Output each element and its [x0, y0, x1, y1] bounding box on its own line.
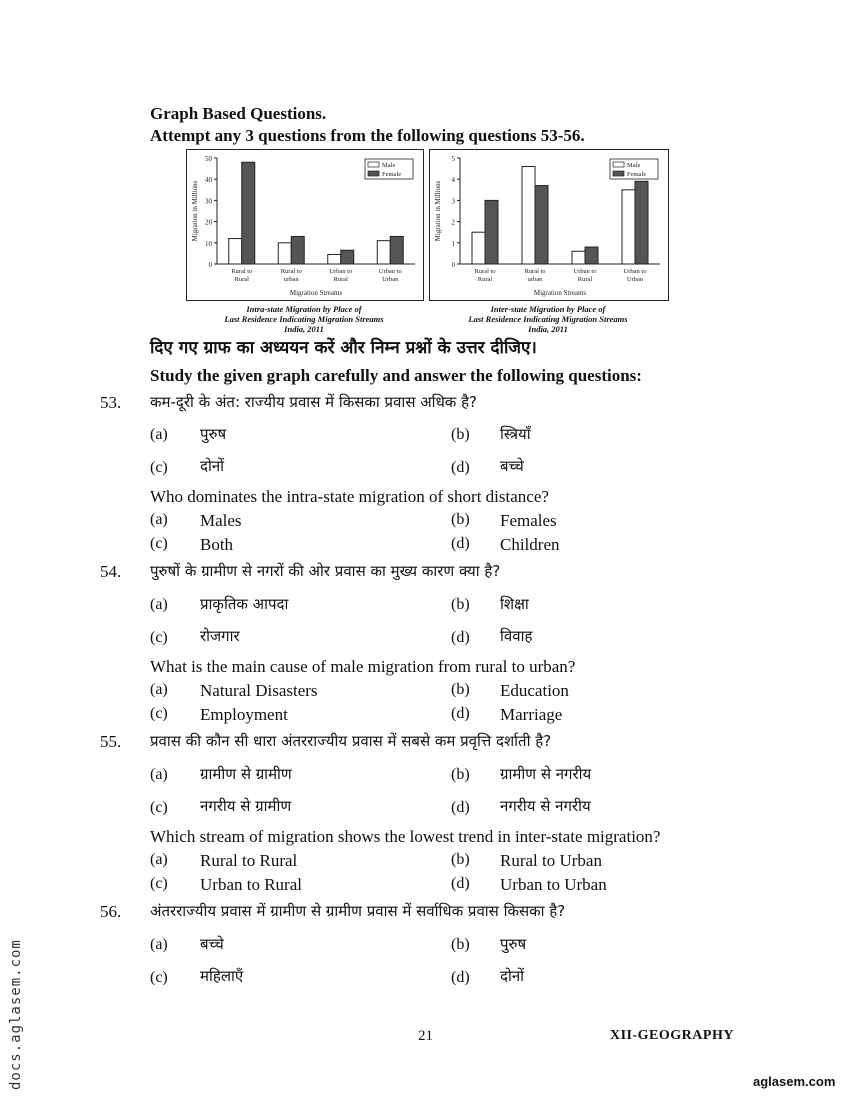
- q54-en-option-c-label: (c): [150, 705, 168, 722]
- q56-hi-option-b: पुरुष: [500, 935, 527, 953]
- question-54-hindi: पुरुषों के ग्रामीण से नगरों की ओर प्रवास का मुख्य कारण क्या है?: [150, 562, 501, 580]
- section-title: Graph Based Questions.: [150, 104, 327, 123]
- q54-hi-option-c-label: (c): [150, 629, 168, 646]
- bar-female: [635, 181, 648, 264]
- x-tick-label: Rural to: [474, 268, 496, 275]
- q54-hi-option-d-label: (d): [451, 629, 470, 646]
- bar-male: [278, 243, 291, 264]
- q54-en-option-d-label: (d): [451, 705, 470, 722]
- q55-en-option-c: Urban to Rural: [200, 875, 302, 894]
- bar-female: [485, 200, 498, 264]
- q56-hi-option-c: महिलाएँ: [200, 967, 244, 985]
- q53-en-option-b-label: (b): [451, 511, 470, 528]
- q54-en-option-a-label: (a): [150, 681, 168, 698]
- q53-hi-option-d: बच्चे: [500, 457, 524, 475]
- y-tick-label: 30: [205, 197, 212, 206]
- q54-hi-option-b-label: (b): [451, 596, 470, 613]
- q53-en-option-d-label: (d): [451, 535, 470, 552]
- x-tick-label: Urban to: [573, 268, 597, 275]
- q56-hi-option-b-label: (b): [451, 936, 470, 953]
- bar-female: [535, 186, 548, 264]
- bar-male: [522, 166, 535, 264]
- chart-caption-line: Last Residence Indicating Migration Streams: [468, 314, 628, 324]
- x-axis-label: Migration Streams: [289, 289, 343, 297]
- q53-hi-option-b: स्त्रियाँ: [500, 425, 531, 443]
- x-tick-label: urban: [527, 276, 543, 283]
- x-tick-label: Urban to: [329, 268, 353, 275]
- question-53-number: 53.: [100, 393, 122, 412]
- intra-state-chart: [186, 149, 424, 301]
- q53-hi-option-d-label: (d): [451, 459, 470, 476]
- q56-hi-option-d: दोनों: [500, 967, 525, 985]
- x-tick-label: Rural: [333, 276, 348, 283]
- chart-caption-line: India, 2011: [284, 324, 324, 334]
- q53-hi-option-c: दोनों: [200, 457, 225, 475]
- intra-state-chart-caption: [186, 304, 422, 334]
- bar-male: [377, 241, 390, 264]
- q53-en-option-a: Males: [200, 511, 242, 530]
- q53-en-option-a-label: (a): [150, 511, 168, 528]
- x-tick-label: Urban to: [378, 268, 402, 275]
- intra-state-chart-svg: [187, 150, 423, 300]
- section-instruction: Attempt any 3 questions from the following questions 53-56.: [150, 126, 585, 145]
- x-tick-label: Rural: [577, 276, 593, 283]
- q54-hi-option-d: विवाह: [500, 627, 533, 645]
- q56-hi-option-a-label: (a): [150, 936, 168, 953]
- x-tick-label: Rural: [477, 276, 493, 283]
- chart-caption-line: Inter-state Migration by Place of: [490, 304, 606, 314]
- q55-hi-option-d: नगरीय से नगरीय: [500, 797, 591, 815]
- x-tick-label: Urban: [626, 276, 644, 283]
- bar-male: [622, 190, 635, 264]
- q53-en-option-c-label: (c): [150, 535, 168, 552]
- x-tick-label: Rural to: [524, 268, 546, 275]
- y-tick-label: 0: [208, 261, 212, 269]
- q55-hi-option-c-label: (c): [150, 799, 168, 816]
- y-tick-label: 50: [205, 155, 212, 163]
- q55-en-option-b-label: (b): [451, 851, 470, 868]
- question-56-number: 56.: [100, 902, 122, 921]
- inter-state-chart-caption: [429, 304, 667, 334]
- q53-hi-option-a: पुरुष: [200, 425, 227, 443]
- y-tick-label: 5: [451, 155, 455, 163]
- subject-label: XII-GEOGRAPHY: [610, 1028, 734, 1043]
- q55-en-option-d-label: (d): [451, 875, 470, 892]
- q53-en-option-b: Females: [500, 511, 557, 530]
- q55-hi-option-a: ग्रामीण से ग्रामीण: [200, 765, 292, 783]
- inter-state-chart: [429, 149, 669, 301]
- site-link[interactable]: aglasem.com: [753, 1074, 836, 1089]
- y-tick-label: 1: [451, 239, 455, 248]
- q55-hi-option-b: ग्रामीण से नगरीय: [500, 765, 592, 783]
- x-tick-label: Rural to: [231, 268, 253, 275]
- bar-female: [341, 250, 354, 264]
- legend-swatch: [613, 171, 624, 176]
- q55-hi-option-c: नगरीय से ग्रामीण: [200, 797, 292, 815]
- q55-en-option-a: Rural to Rural: [200, 851, 298, 870]
- q54-hi-option-a-label: (a): [150, 596, 168, 613]
- q55-en-option-c-label: (c): [150, 875, 168, 892]
- bar-female: [585, 247, 598, 264]
- bar-male: [472, 232, 485, 264]
- y-tick-label: 4: [451, 176, 455, 185]
- question-54-number: 54.: [100, 562, 122, 581]
- y-axis-label: Migration in Millions: [434, 180, 442, 242]
- q55-en-option-d: Urban to Urban: [500, 875, 607, 894]
- bar-female: [242, 162, 255, 264]
- chart-caption-line: India, 2011: [528, 324, 568, 334]
- q55-hi-option-d-label: (d): [451, 799, 470, 816]
- chart-caption-line: Intra-state Migration by Place of: [246, 304, 362, 314]
- q54-hi-option-a: प्राकृतिक आपदा: [200, 595, 289, 613]
- q54-en-option-c: Employment: [200, 705, 288, 724]
- q55-hi-option-b-label: (b): [451, 766, 470, 783]
- bar-male: [229, 239, 242, 264]
- q56-hi-option-c-label: (c): [150, 969, 168, 986]
- y-tick-label: 2: [451, 218, 455, 227]
- question-56-hindi: अंतरराज्यीय प्रवास में ग्रामीण से ग्रामीण प्रवास में सर्वाधिक प्रवास किसका है?: [150, 902, 566, 920]
- x-tick-label: Urban: [382, 276, 399, 283]
- intro-english: Study the given graph carefully and answer the following questions:: [150, 366, 642, 385]
- bar-female: [390, 236, 403, 264]
- y-tick-label: 3: [451, 197, 455, 206]
- q54-en-option-b-label: (b): [451, 681, 470, 698]
- y-tick-label: 0: [451, 261, 455, 269]
- legend-swatch: [368, 162, 379, 167]
- question-53-english: Who dominates the intra-state migration of short distance?: [150, 487, 549, 506]
- legend-label: Male: [627, 162, 641, 169]
- x-tick-label: Rural to: [280, 268, 302, 275]
- x-tick-label: urban: [283, 276, 299, 283]
- bar-male: [328, 254, 341, 264]
- q54-en-option-b: Education: [500, 681, 569, 700]
- q53-hi-option-b-label: (b): [451, 426, 470, 443]
- intro-hindi: दिए गए ग्राफ का अध्ययन करें और निम्न प्रश्नों के उत्तर दीजिए।: [150, 338, 537, 358]
- x-tick-label: Urban to: [623, 268, 647, 275]
- x-tick-label: Rural: [234, 276, 249, 283]
- q56-hi-option-d-label: (d): [451, 969, 470, 986]
- q54-en-option-d: Marriage: [500, 705, 563, 724]
- q53-hi-option-a-label: (a): [150, 426, 168, 443]
- q54-hi-option-b: शिक्षा: [500, 595, 529, 613]
- inter-state-chart-svg: [430, 150, 668, 300]
- side-watermark: docs.aglasem.com: [8, 939, 24, 1090]
- chart-caption-line: Last Residence Indicating Migration Streams: [224, 314, 384, 324]
- q53-en-option-d: Children: [500, 535, 560, 554]
- legend-label: Female: [627, 171, 647, 178]
- question-55-english: Which stream of migration shows the lowest trend in inter-state migration?: [150, 827, 661, 846]
- question-55-hindi: प्रवास की कौन सी धारा अंतरराज्यीय प्रवास में सबसे कम प्रवृत्ति दर्शाती है?: [150, 732, 552, 750]
- question-54-english: What is the main cause of male migration from rural to urban?: [150, 657, 576, 676]
- legend-swatch: [613, 162, 624, 167]
- y-tick-label: 10: [205, 239, 212, 248]
- question-53-hindi: कम-दूरी के अंत: राज्यीय प्रवास में किसका प्रवास अधिक है?: [150, 393, 478, 411]
- q56-hi-option-a: बच्चे: [200, 935, 224, 953]
- y-axis-label: Migration in Millions: [191, 180, 199, 242]
- x-axis-label: Migration Streams: [533, 289, 587, 297]
- q54-hi-option-c: रोजगार: [200, 627, 240, 645]
- legend-label: Male: [382, 162, 396, 169]
- page-number: 21: [418, 1028, 433, 1044]
- question-55-number: 55.: [100, 732, 122, 751]
- y-tick-label: 40: [205, 176, 212, 185]
- bar-male: [572, 251, 585, 264]
- legend-swatch: [368, 171, 379, 176]
- bar-female: [291, 236, 304, 264]
- legend-label: Female: [382, 171, 402, 178]
- y-tick-label: 20: [205, 218, 212, 227]
- q54-en-option-a: Natural Disasters: [200, 681, 318, 700]
- q53-hi-option-c-label: (c): [150, 459, 168, 476]
- q53-en-option-c: Both: [200, 535, 234, 554]
- q55-en-option-a-label: (a): [150, 851, 168, 868]
- q55-en-option-b: Rural to Urban: [500, 851, 602, 870]
- q55-hi-option-a-label: (a): [150, 766, 168, 783]
